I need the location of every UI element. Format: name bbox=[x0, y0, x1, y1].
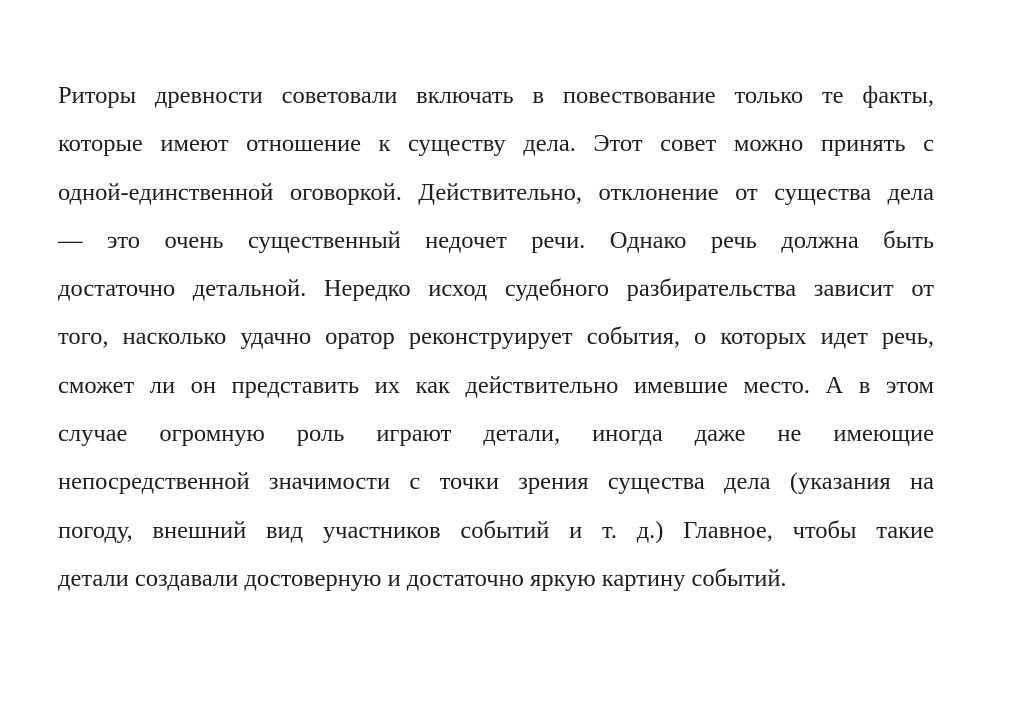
paragraph-line-7: сможет ли он представить их как действительно имевшие место. А в этом bbox=[58, 371, 934, 399]
body-paragraph bbox=[58, 72, 934, 603]
paragraph-line-2: которые имеют отношение к существу дела. Этот совет можно принять с bbox=[58, 130, 934, 158]
paragraph-line-5: достаточно детальной. Нередко исход судебного разбирательства зависит от bbox=[58, 275, 934, 303]
paragraph-line-9: непосредственной значимости с точки зрения существа дела (указания на bbox=[58, 468, 934, 496]
paragraph-line-8: случае огромную роль играют детали, иногда даже не имеющие bbox=[58, 420, 934, 448]
paragraph-line-11: детали создавали достоверную и достаточно яркую картину событий. bbox=[58, 564, 787, 592]
paragraph-line-1: Риторы древности советовали включать в повествование только те факты, bbox=[58, 82, 934, 109]
paragraph-line-6: того, насколько удачно оратор реконструирует события, о которых идет речь, bbox=[58, 323, 934, 351]
paragraph-line-3: одной-единственной оговоркой. Действительно, отклонение от существа дела bbox=[58, 178, 934, 206]
paragraph-line-10: погоду, внешний вид участников событий и т. д.) Главное, чтобы такие bbox=[58, 516, 934, 544]
paragraph-line-4: — это очень существенный недочет речи. Однако речь должна быть bbox=[58, 226, 934, 254]
